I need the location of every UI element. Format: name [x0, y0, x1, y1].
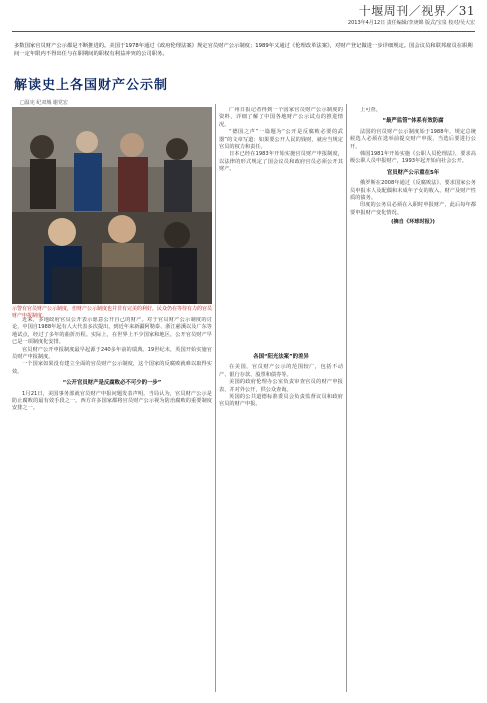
paragraph: 近来，多地政府官员公开表示愿意公开自己的财产。对于官员财产公示制度的讨论，中国自1988年起有人大代表多次提出，到近年来新疆阿勒泰、浙江慈溪以及广东等地试点，经过了多年的曲折历程。实际上，在世界上不少国家和地区，公开官员财产早已是一项制度化安排。 — [12, 317, 212, 346]
protest-photo — [12, 107, 212, 304]
paragraph: 美国的政府伦理办公室负责审查官员的财产申报表，并对外公开，供公众查询。 — [219, 379, 343, 393]
paragraph: 日本已经在1983年开始实施官员财产申报制度，以法律的形式规定了国会议员和政府官员必须公开其财产。 — [219, 151, 343, 173]
article-title: 解读史上各国财产公示制 — [14, 78, 169, 93]
photo-caption: 示警有官员财产公示制度，但财产公示制度也并非有完美的利好，民众仍在等待有力的官员财产申报制度。 — [12, 306, 213, 319]
column-divider-2 — [346, 104, 347, 692]
paragraph: 法国的官员财产公示制度始于1988年，规定总统候选人必须在选举前提交财产申报，当选后要进行公开。 — [350, 128, 476, 150]
paragraph: 印度的公务员必须在入职时申报财产，此后每年都要申报财产变化情况。 — [350, 202, 476, 216]
paragraph: 英国的公共道德标准委员会负责监督议员和政府官员的财产申报。 — [219, 394, 343, 408]
paragraph: 广州日报记者得到一个国家官员财产公示制度的资料，详细了解了中国各地财产公示试点的推进情况。 — [219, 107, 343, 128]
section-heading: 各国“阳光法案”的差异 — [253, 354, 309, 360]
article-column-3 — [350, 107, 476, 690]
paragraph: 韩国1981年开始实施《公职人员伦理法》，要求高级公职人员申报财产，1993年起开始向社会公开。 — [350, 151, 476, 165]
paragraph: 官员财产公开申报制度最早起源于240多年前的瑞典。19世纪末，英国开始实施官员财产申报制度。 — [12, 346, 212, 361]
column-divider-1 — [215, 104, 216, 692]
paragraph: 1月21日，美国事务部就官员财产申报问题发表声明。当局认为，官员财产公示是防止腐败的最有效手段之一。西方许多国家都将官员财产公示视为防治腐败的重要制度安排之一。 — [12, 390, 212, 412]
publication-title: 十堰周刊／视界／31 — [358, 4, 475, 18]
header-divider — [12, 31, 475, 32]
page-header — [0, 0, 487, 34]
paragraph: 俄罗斯在2008年通过《反腐败法》，要求国家公务员申报本人及配偶和未成年子女的收入、财产及财产性质的债务。 — [350, 180, 476, 202]
byline: □温宪 纪双城 谢党宏 — [20, 100, 68, 106]
section-heading: 官员财产公示重在5年 — [386, 169, 440, 176]
source-note: (摘自《环球时报》) — [391, 219, 435, 226]
paragraph: 在美国，官员财产公示的范围较广，包括不动产、银行存款、股票和债券等。 — [219, 364, 343, 378]
date-line: 2013年4月12日 责任编辑/李庚锦 版式/宝泉 校对/吴大宏 — [347, 20, 475, 26]
section-heading: “公开官员财产是反腐败必不可少的一步” — [62, 380, 162, 387]
article-column-2-top — [219, 107, 343, 347]
article-column-1 — [12, 317, 212, 689]
crowd-illustration — [12, 107, 212, 304]
paragraph: 一个国家如果没有建立全面的官员财产公示制度，这个国家的反腐败就难以取得实效。 — [12, 361, 212, 375]
article-column-2-bottom — [219, 350, 343, 690]
lead-paragraph: 多数国家官员财产公示都是不断推进的。美国于1978年通过《政府伦理法案》规定官员财产公示制度；1989年又通过《伦理改革法案》，对财产登记做进一步详细规定。国会议员和联邦雇员在职期间一定年限内不得出任与在职期间的职权有利益冲突的公司职务。 — [14, 43, 473, 57]
paragraph: 上可查。 — [360, 107, 381, 113]
section-heading: “最严监管”体系有效防腐 — [382, 118, 444, 125]
paragraph: “德国之声”一篇题为“公开是反腐败必要的武器”的文章写道：如果要公开人民的钱财，就应当规定官员的权力和责任。 — [219, 129, 343, 151]
